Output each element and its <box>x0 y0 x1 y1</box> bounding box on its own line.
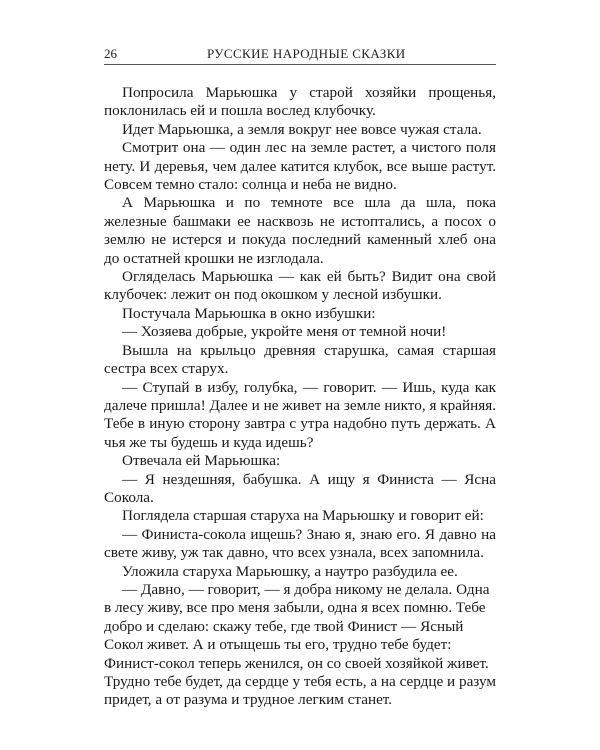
paragraph: Смотрит она — один лес на земле растет, а чистого поля нету. И деревья, чем далее катится клубок, все выше растут. Совсем темно стало: солнца и неба не видно. <box>104 139 496 194</box>
running-title: РУССКИЕ НАРОДНЫЕ СКАЗКИ <box>207 46 406 61</box>
page-header <box>104 46 500 64</box>
paragraph: — Я нездешняя, бабушка. А ищу я Финиста — Ясна Сокола. <box>104 470 496 506</box>
paragraph: — Ступай в избу, голубка, — говорит. — Ишь, куда как далече пришла! Далее и не живет на земле никто, я крайняя. Тебе в иную сторону завтра с утра надобно путь держать. А чья же ты будешь и куда идешь? <box>104 378 496 451</box>
paragraph: Вышла на крыльцо древняя старушка, самая старшая сестра всех старух. <box>104 341 496 378</box>
body-text <box>104 84 496 710</box>
paragraph: — Давно, — говорит, — я добра никому не делала. Одна в лесу живу, все про меня забыли, одна я всех помню. Тебе добро и сделаю: скажу тебе, где твой Финист — Ясный Сокол живет. А и отыщешь ты его, трудно тебе будет: Финист-сокол теперь женился, он со своей хозяйкой живет. Трудно тебе будет, да сердце у тебя есть, а на сердце и разум придет, а от разума и трудное легким станет. <box>104 580 496 709</box>
paragraph: Поглядела старшая старуха на Марьюшку и говорит ей: <box>122 507 484 525</box>
paragraph: Идет Марьюшка, а земля вокруг нее вовсе чужая стала. <box>122 120 482 138</box>
paragraph: Огляделась Марьюшка — как ей быть? Видит она свой клубочек: лежит он под окошком у лесной избушки. <box>104 268 496 304</box>
paragraph: — Хозяева добрые, укройте меня от темной ночи! <box>122 323 447 341</box>
paragraph: Постучала Марьюшка в окно избушки: <box>122 304 376 322</box>
paragraph: Попросила Марьюшка у старой хозяйки прощенья, поклонилась ей и пошла вослед клубочку. <box>104 84 496 120</box>
paragraph: Уложила старуха Марьюшку, а наутро разбудила ее. <box>122 562 458 580</box>
paragraph: А Марьюшка и по темноте все шла да шла, пока железные башмаки ее насквозь не истоптались, а посох о землю не истерся и покуда последний каменный хлеб она до остатней крошки не изглодала. <box>104 194 496 267</box>
page-number: 26 <box>104 46 117 61</box>
paragraph: Отвечала ей Марьюшка: <box>122 452 281 470</box>
paragraph: — Финиста-сокола ищешь? Знаю я, знаю его. Я давно на свете живу, уж так давно, что всех узнала, всех запомнила. <box>104 525 496 562</box>
header-rule <box>104 64 496 65</box>
